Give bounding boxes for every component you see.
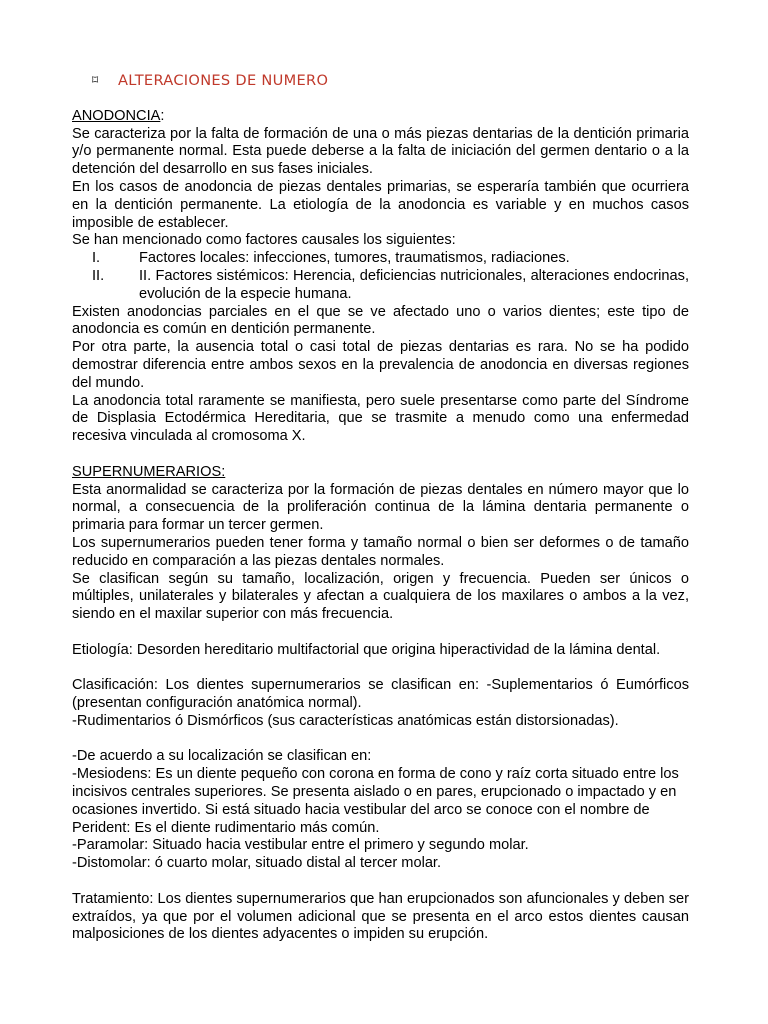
list-text: II. Factores sistémicos: Herencia, deficiencias nutricionales, alteraciones endocrinas, evolución de la especie humana. [139, 267, 689, 302]
spacer [72, 873, 689, 891]
clasificacion-paragraph: -Rudimentarios ó Dismórficos (sus características anatómicas están distorsionadas). [72, 712, 619, 729]
spacer [72, 624, 689, 642]
list-number: II. [92, 267, 105, 284]
paragraph: En los casos de anodoncia de piezas dentales primarias, se esperaría también que ocurriera en la dentición permanente. La etiología de la anodoncia es variable y en muchos casos imposible de establecer. [72, 178, 689, 231]
localizacion-paragraph: -Mesiodens: Es un diente pequeño con corona en forma de cono y raíz corta situado entre los incisivos centrales superiores. Se presenta aislado o en pares, erupcionado o impactado y en ocasiones invertido. Si está situado hacia vestibular del arco se conoce con el nombre de Perident: Es el diente rudimentario más común. [72, 766, 679, 836]
paragraph: La anodoncia total raramente se manifiesta, pero suele presentarse como parte del Síndrome de Displasia Ectodérmica Hereditaria, que se trasmite a menudo como una enfermedad recesiva vinculada al cromosoma X. [72, 392, 689, 445]
heading-text: ALTERACIONES DE NUMERO [118, 72, 329, 89]
paragraph: Los supernumerarios pueden tener forma y tamaño normal o bien ser deformes o de tamaño reducido en comparación a las piezas dentales normales. [72, 534, 689, 569]
localizacion-paragraph: -Paramolar: Situado hacia vestibular entre el primero y segundo molar. [72, 837, 529, 854]
supernumerarios-title: SUPERNUMERARIOS: [72, 463, 226, 480]
paragraph: Existen anodoncias parciales en el que se ve afectado uno o varios dientes; este tipo de anodoncia es común en dentición permanente. [72, 303, 689, 338]
paragraph: Se caracteriza por la falta de formación de una o más piezas dentarias de la dentición primaria y/o permanente normal. Esta puede deberse a la falta de iniciación del germen dentario o a la detención del desarrollo en sus fases iniciales. [72, 125, 689, 178]
paragraph: Esta anormalidad se caracteriza por la formación de piezas dentales en número mayor que lo normal, a consecuencia de la proliferación continua de la lámina dentaria permanente o primaria para formar un tercer germen. [72, 481, 689, 534]
anodoncia-title: ANODONCIA: [72, 107, 165, 124]
spacer [72, 660, 689, 678]
localizacion-paragraph: -De acuerdo a su localización se clasifican en: [72, 748, 372, 765]
list-item [72, 268, 689, 304]
section-heading [92, 72, 689, 90]
spacer [72, 731, 689, 749]
spacer [72, 446, 689, 464]
list-text: Factores locales: infecciones, tumores, traumatismos, radiaciones. [139, 250, 570, 267]
tratamiento-paragraph: Tratamiento: Los dientes supernumerarios que han erupcionados son afuncionales y deben ser extraídos, ya que por el volumen adicional que se presenta en el arco estos dientes causan malposiciones de los dientes adyacentes o impiden su erupción. [72, 890, 689, 943]
causal-factors-list [72, 250, 689, 303]
list-number: I. [92, 250, 101, 267]
paragraph: Se clasifican según su tamaño, localización, origen y frecuencia. Pueden ser únicos o múltiples, unilaterales y bilaterales y afectan a cualquiera de los maxilares o ambos a la vez, siendo en el maxilar superior con más frecuencia. [72, 570, 689, 623]
localizacion-paragraph: -Distomolar: ó cuarto molar, situado distal al tercer molar. [72, 855, 442, 872]
list-item [72, 250, 689, 268]
paragraph: Se han mencionado como factores causales los siguientes: [72, 232, 456, 249]
square-bullet-icon: ⌑ [92, 73, 99, 87]
paragraph: Por otra parte, la ausencia total o casi total de piezas dentarias es rara. No se ha podido demostrar diferencia entre ambos sexos en la prevalencia de anodoncia en diversas regiones del mundo. [72, 339, 689, 391]
document-body [72, 72, 689, 944]
etiologia-paragraph: Etiología: Desorden hereditario multifactorial que origina hiperactividad de la lámina dental. [72, 641, 661, 658]
clasificacion-paragraph: Clasificación: Los dientes supernumerarios se clasifican en: -Suplementarios ó Eumórficos (presentan configuración anatómica normal). [72, 677, 689, 712]
